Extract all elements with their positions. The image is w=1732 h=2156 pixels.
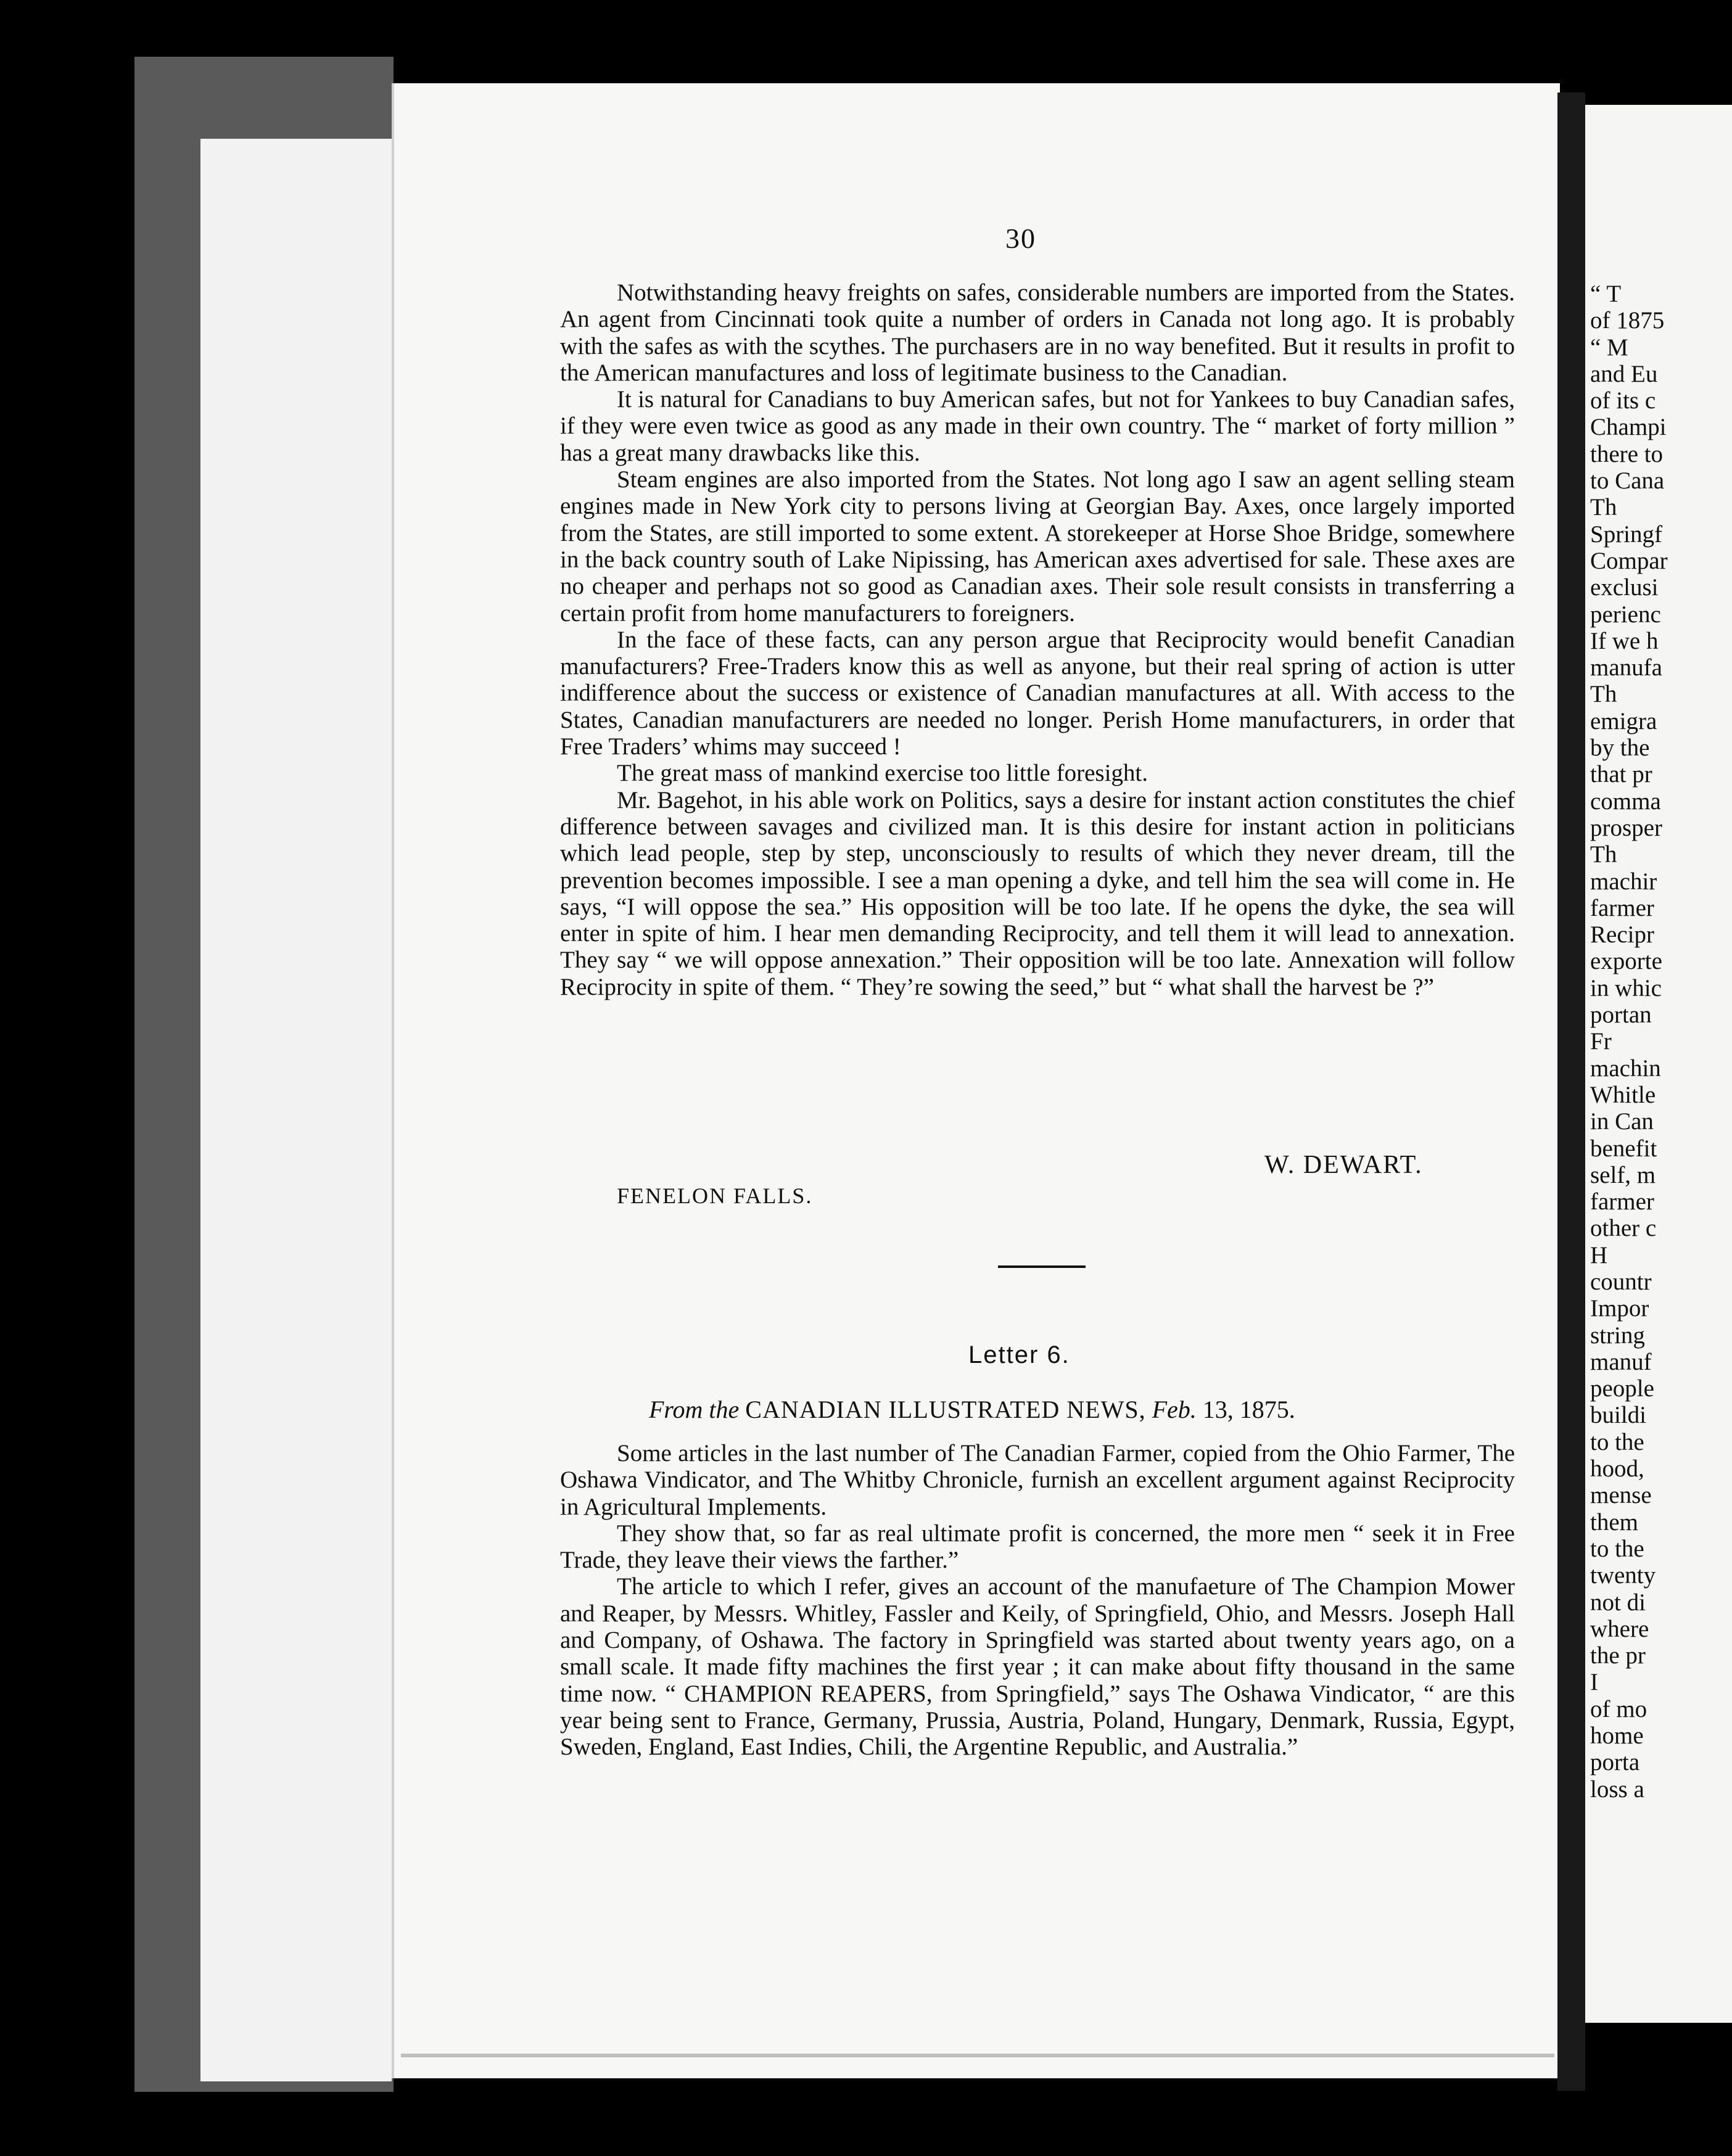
right-page-line: Fr bbox=[1590, 1028, 1612, 1055]
right-page-line: I bbox=[1590, 1669, 1598, 1696]
source-date-rest: 13, 1875. bbox=[1202, 1396, 1295, 1423]
right-page-line: Recipr bbox=[1590, 921, 1654, 948]
right-page-line: emigra bbox=[1590, 707, 1657, 734]
right-page-line: manuf bbox=[1590, 1348, 1652, 1375]
right-page-line: H bbox=[1590, 1241, 1608, 1269]
source-prefix: From the bbox=[649, 1396, 740, 1423]
right-page-line: them bbox=[1590, 1508, 1638, 1536]
right-page-line: Compar bbox=[1590, 547, 1668, 574]
right-page-line: perienc bbox=[1590, 601, 1661, 628]
right-page-line: porta bbox=[1590, 1749, 1640, 1776]
right-page-line: farmer bbox=[1590, 1188, 1654, 1216]
right-page-line: of its c bbox=[1590, 387, 1656, 414]
right-page-line: Impor bbox=[1590, 1295, 1649, 1322]
right-page-line: exclusi bbox=[1590, 574, 1659, 601]
right-page-line: Th bbox=[1590, 681, 1617, 708]
paragraph: Steam engines are also imported from the States. Not long ago I saw an agent selling steam engines made in New York city to persons living at Georgian Bay. Axes, once largely imported from the States, are still imported to some extent. A storekeeper at Horse Shoe Bridge, somewhere in the back country south of Lake Nipissing, has American axes advertised for sale. These axes are no cheaper and perhaps not so good as Canadian axes. Their sole result consists in transferring a certain profit from home manufacturers to foreigners. bbox=[560, 466, 1515, 627]
source-publication: CANADIAN ILLUSTRATED NEWS, bbox=[745, 1396, 1146, 1423]
right-page-line: that pr bbox=[1590, 761, 1652, 788]
right-page-line: exporte bbox=[1590, 948, 1662, 975]
right-page-line: of 1875 bbox=[1590, 307, 1665, 334]
right-page-line: prosper bbox=[1590, 814, 1662, 841]
right-page-text bbox=[1590, 281, 1668, 1803]
right-page-line: “ T bbox=[1590, 281, 1622, 307]
right-page-line: in Can bbox=[1590, 1108, 1654, 1135]
source-date-month: Feb. bbox=[1152, 1396, 1197, 1423]
letter6-body bbox=[560, 1440, 1515, 1761]
paragraph: The article to which I refer, gives an account of the manufaeture of The Champion Mower and Reaper, by Messrs. Whitley, Fassler and Keily, of Springfield, Ohio, and Messrs. Joseph Hall and Company, of Oshawa. The factory in Springfield was started about twenty years ago, on a small scale. It made fifty machines the first year ; it can make about fifty thousand in the same time now. “ CHAMPION REAPERS, from Springfield,” says The Oshawa Vindicator, “ are this year being sent to France, Germany, Prussia, Austria, Poland, Hungary, Denmark, Russia, Egypt, Sweden, England, East Indies, Chili, the Argentine Republic, and Australia.” bbox=[560, 1573, 1515, 1761]
right-page-line: of mo bbox=[1590, 1695, 1647, 1722]
book-gutter bbox=[1557, 93, 1585, 2091]
paragraph: Notwithstanding heavy freights on safes, considerable numbers are imported from the States. An agent from Cincinnati took quite a number of orders in Canada not long ago. It is probably with the safes as with the scythes. The purchasers are in no way benefited. But it results in profit to the American manufactures and loss of legitimate business to the Canadian. bbox=[560, 279, 1515, 386]
page-edge bbox=[401, 2054, 1554, 2057]
right-page-line: Whitle bbox=[1590, 1081, 1656, 1108]
right-page-line: Th bbox=[1590, 494, 1617, 521]
right-page-line: machin bbox=[1590, 1055, 1661, 1082]
right-page-line: where bbox=[1590, 1615, 1649, 1642]
right-page-line: hood, bbox=[1590, 1455, 1644, 1483]
right-page-line: the pr bbox=[1590, 1642, 1646, 1669]
right-page-line: string bbox=[1590, 1322, 1645, 1349]
right-page-line: to Cana bbox=[1590, 467, 1665, 495]
right-page-line: and Eu bbox=[1590, 360, 1658, 387]
page-number: 30 bbox=[1005, 223, 1036, 254]
right-page-line: by the bbox=[1590, 734, 1650, 762]
right-page-line: to the bbox=[1590, 1535, 1644, 1562]
right-page-line: If we h bbox=[1590, 627, 1659, 654]
right-page-line: “ M bbox=[1590, 334, 1628, 361]
letter-source bbox=[649, 1395, 1295, 1424]
right-page-line: loss a bbox=[1590, 1775, 1644, 1803]
left-page-strip bbox=[200, 139, 392, 2081]
right-page-line: self, m bbox=[1590, 1161, 1656, 1188]
section-divider bbox=[998, 1265, 1086, 1268]
right-page-line: not di bbox=[1590, 1589, 1646, 1616]
right-page-line: there to bbox=[1590, 440, 1664, 467]
right-page-line: Th bbox=[1590, 841, 1617, 868]
right-page-line: Springf bbox=[1590, 520, 1662, 548]
place-name: FENELON FALLS. bbox=[617, 1183, 813, 1208]
letter-title: Letter 6. bbox=[968, 1341, 1070, 1368]
right-page-line: machir bbox=[1590, 868, 1657, 895]
right-page-line: buildi bbox=[1590, 1402, 1647, 1429]
right-page-line: mense bbox=[1590, 1482, 1652, 1509]
paragraph: It is natural for Canadians to buy American safes, but not for Yankees to buy Canadian safes, if they were even twice as good as any made in their own country. The “ market of forty million ” has a great many drawbacks like this. bbox=[560, 386, 1515, 466]
right-page-line: home bbox=[1590, 1722, 1644, 1750]
right-page-line: Champi bbox=[1590, 414, 1667, 441]
paragraph: In the face of these facts, can any person argue that Reciprocity would benefit Canadian manufacturers? Free-Traders know this as well as anyone, but their real spring of action is utter indifference about the success or existence of Canadian manufactures at all. With access to the States, Canadian manufacturers are needed no longer. Perish Home manufacturers, in order that Free Traders’ whims may succeed ! bbox=[560, 626, 1515, 760]
right-page-line: in whic bbox=[1590, 974, 1662, 1002]
right-page-line: countr bbox=[1590, 1268, 1652, 1295]
right-page-line: benefit bbox=[1590, 1135, 1657, 1162]
signature: W. DEWART. bbox=[1264, 1151, 1423, 1179]
right-page-line: people bbox=[1590, 1375, 1654, 1402]
right-page-line: manufa bbox=[1590, 654, 1662, 681]
right-page-line: other c bbox=[1590, 1215, 1657, 1242]
paragraph: Some articles in the last number of The Canadian Farmer, copied from the Ohio Farmer, The Oshawa Vindicator, and The Whitby Chronicle, furnish an excellent argument against Reciprocity in Agricultural Implements. bbox=[560, 1440, 1515, 1520]
paragraph: Mr. Bagehot, in his able work on Politics, says a desire for instant action constitutes the chief difference between savages and civilized man. It is this desire for instant action in politicians which lead people, step by step, unconsciously to results of which they never dream, till the prevention becomes impossible. I see a man opening a dyke, and tell him the sea will come in. He says, “I will oppose the sea.” His opposition will be too late. If he opens the dyke, the sea will enter in spite of him. I hear men demanding Reciprocity, and tell them it will lead to annexation. They say “ we will oppose annexation.” Their opposition will be too late. Annexation will follow Reciprocity in spite of them. “ They’re sowing the seed,” but “ what shall the harvest be ?” bbox=[560, 786, 1515, 1000]
right-page-line: to the bbox=[1590, 1428, 1644, 1455]
paragraph: They show that, so far as real ultimate profit is concerned, the more men “ seek it in Free Trade, they leave their views the farther.” bbox=[560, 1520, 1515, 1574]
right-page-line: comma bbox=[1590, 788, 1661, 815]
paragraph: The great mass of mankind exercise too little foresight. bbox=[617, 760, 1148, 787]
letter5-body bbox=[560, 279, 1515, 1000]
right-page-line: portan bbox=[1590, 1002, 1652, 1029]
right-page-line: twenty bbox=[1590, 1562, 1656, 1589]
right-page-line: farmer bbox=[1590, 894, 1654, 921]
